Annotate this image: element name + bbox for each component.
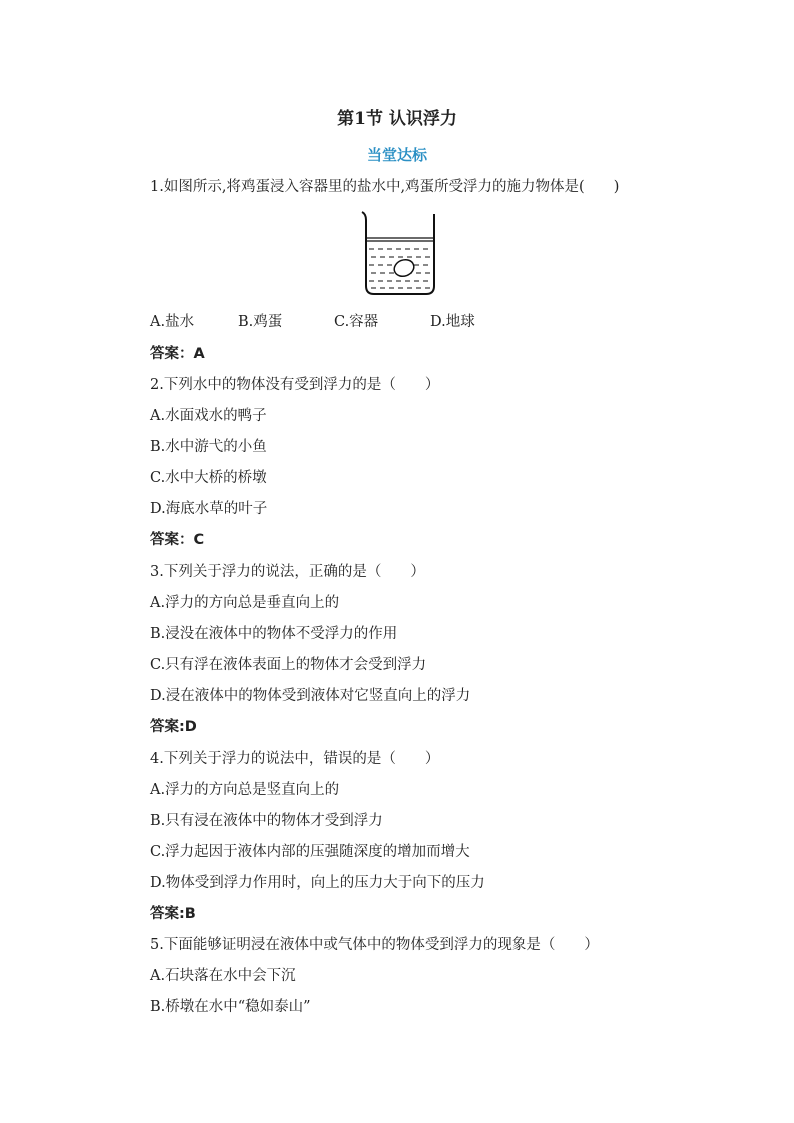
q2-stem: 2.下列水中的物体没有受到浮力的是（ ） xyxy=(150,377,440,393)
q5-option-a: A.石块落在水中会下沉 xyxy=(150,968,296,984)
q1-options xyxy=(150,310,475,331)
q4-answer: 答案:B xyxy=(150,906,196,922)
q1-option-c: C.容器 xyxy=(334,314,379,330)
q5-stem: 5.下面能够证明浸在液体中或气体中的物体受到浮力的现象是（ ） xyxy=(150,937,599,953)
q3-option-a: A.浮力的方向总是垂直向上的 xyxy=(150,595,340,611)
q4-option-c: C.浮力起因于液体内部的压强随深度的增加而增大 xyxy=(150,844,470,860)
q1-option-b: B.鸡蛋 xyxy=(238,314,283,330)
q3-stem: 3.下列关于浮力的说法，正确的是（ ） xyxy=(150,564,425,580)
q3-option-c: C.只有浮在液体表面上的物体才会受到浮力 xyxy=(150,657,427,673)
q2-option-c: C.水中大桥的桥墩 xyxy=(150,470,267,486)
q4-option-b: B.只有浸在液体中的物体才受到浮力 xyxy=(150,813,383,829)
q2-option-b: B.水中游弋的小鱼 xyxy=(150,439,267,455)
page-title: 第1节 认识浮力 xyxy=(337,109,457,129)
q2-answer: 答案：C xyxy=(150,532,205,548)
q3-answer: 答案:D xyxy=(150,719,197,735)
q1-option-d: D.地球 xyxy=(430,314,475,330)
beaker-with-egg-figure xyxy=(360,208,440,298)
q1-stem: 1.如图所示,将鸡蛋浸入容器里的盐水中,鸡蛋所受浮力的施力物体是( ) xyxy=(150,179,620,195)
q3-option-d: D.浸在液体中的物体受到液体对它竖直向上的浮力 xyxy=(150,688,471,704)
q3-option-b: B.浸没在液体中的物体不受浮力的作用 xyxy=(150,626,398,642)
q1-answer: 答案：A xyxy=(150,346,205,362)
q2-option-a: A.水面戏水的鸭子 xyxy=(150,408,267,424)
q5-option-b: B.桥墩在水中“稳如泰山” xyxy=(150,999,311,1015)
q4-stem: 4.下列关于浮力的说法中，错误的是（ ） xyxy=(150,751,440,767)
q1-option-a: A.盐水 xyxy=(150,314,195,330)
q2-option-d: D.海底水草的叶子 xyxy=(150,501,268,517)
section-subtitle: 当堂达标 xyxy=(366,146,427,164)
q4-option-d: D.物体受到浮力作用时，向上的压力大于向下的压力 xyxy=(150,875,485,891)
q4-option-a: A.浮力的方向总是竖直向上的 xyxy=(150,782,340,798)
